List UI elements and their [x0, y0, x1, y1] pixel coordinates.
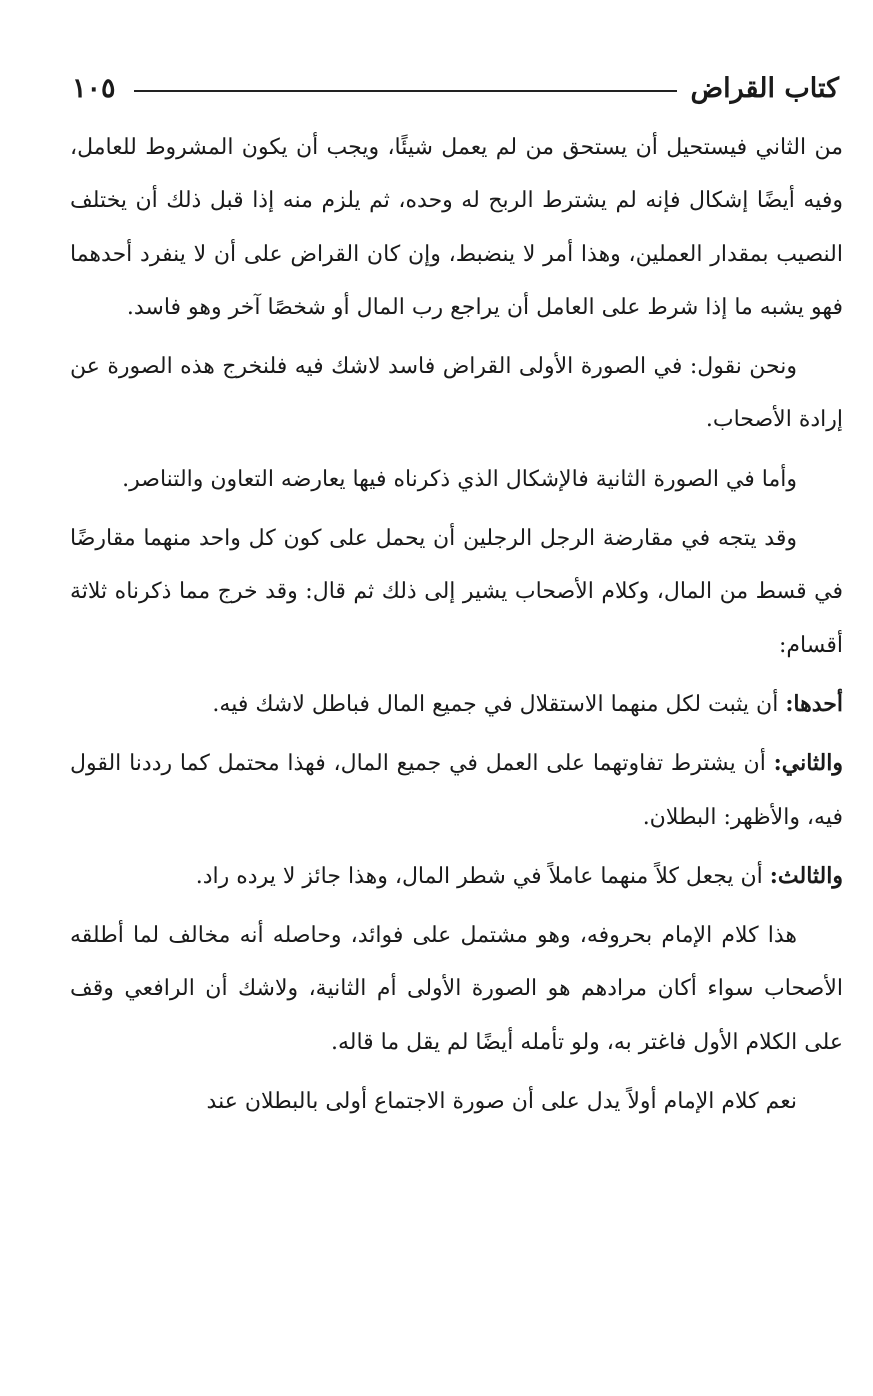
paragraph — [70, 453, 843, 506]
paragraph-section-first — [70, 678, 843, 731]
section-term: أحدها: — [785, 690, 843, 717]
paragraph-section-second — [70, 737, 843, 844]
section-term: والثاني: — [773, 750, 843, 777]
paragraph-text: وقد يتجه في مقارضة الرجل الرجلين أن يحمل على كون كل واحد منهما مقارضًا في قسط من المال، وكلام الأصحاب يشير إلى ذلك ثم قال: وقد خرج مما ذكرناه ثلاثة أقسام: — [70, 526, 843, 658]
header-rule — [134, 90, 677, 92]
paragraph-text: نعم كلام الإمام أولاً يدل على أن صورة الاجتماع أولى بالبطلان عند — [206, 1089, 797, 1115]
paragraph — [70, 121, 843, 334]
running-title: كتاب القراض — [690, 72, 839, 104]
page-body — [70, 121, 843, 1134]
paragraph-text: أن يثبت لكل منهما الاستقلال في جميع المال فباطل لاشك فيه. — [212, 691, 786, 717]
paragraph-section-third — [70, 850, 843, 903]
paragraph-text: أن يجعل كلاً منهما عاملاً في شطر المال، وهذا جائز لا يرده راد. — [195, 863, 770, 889]
paragraph-text: من الثاني فيستحيل أن يستحق من لم يعمل شيئًا، ويجب أن يكون المشروط للعامل، وفيه أيضًا إشكال فإنه لم يشترط الربح له وحده، ثم يلزم منه إذا قبل ذلك أن يختلف النصيب بمقدار العملين، وهذا أمر لا ينضبط، وإن كان القراض على أن لا ينفرد أحدهما فهو يشبه ما إذا شرط على العامل أن يراجع رب المال أو شخصًا آخر وهو فاسد. — [70, 135, 843, 320]
paragraph — [70, 340, 843, 447]
paragraph-text: أن يشترط تفاوتهما على العمل في جميع المال، فهذا محتمل كما رددنا القول فيه، والأظهر: البطلان. — [70, 751, 843, 830]
paragraph-text: ونحن نقول: في الصورة الأولى القراض فاسد لاشك فيه فلنخرج هذه الصورة عن إرادة الأصحاب. — [70, 354, 843, 433]
page-number: ١٠٥ — [72, 72, 116, 104]
paragraph — [70, 512, 843, 672]
section-term: والثالث: — [769, 862, 843, 889]
running-header — [72, 66, 839, 110]
paragraph — [70, 1075, 843, 1128]
paragraph — [70, 909, 843, 1069]
paragraph-text: وأما في الصورة الثانية فالإشكال الذي ذكرناه فيها يعارضه التعاون والتناصر. — [122, 466, 797, 492]
paragraph-text: هذا كلام الإمام بحروفه، وهو مشتمل على فوائد، وحاصله أنه مخالف لما أطلقه الأصحاب سواء أكان مرادهم هو الصورة الأولى أم الثانية، ولاشك أن الرافعي وقف على الكلام الأول فاغتر به، ولو تأمله أيضًا لم يقل ما قاله. — [70, 923, 843, 1055]
